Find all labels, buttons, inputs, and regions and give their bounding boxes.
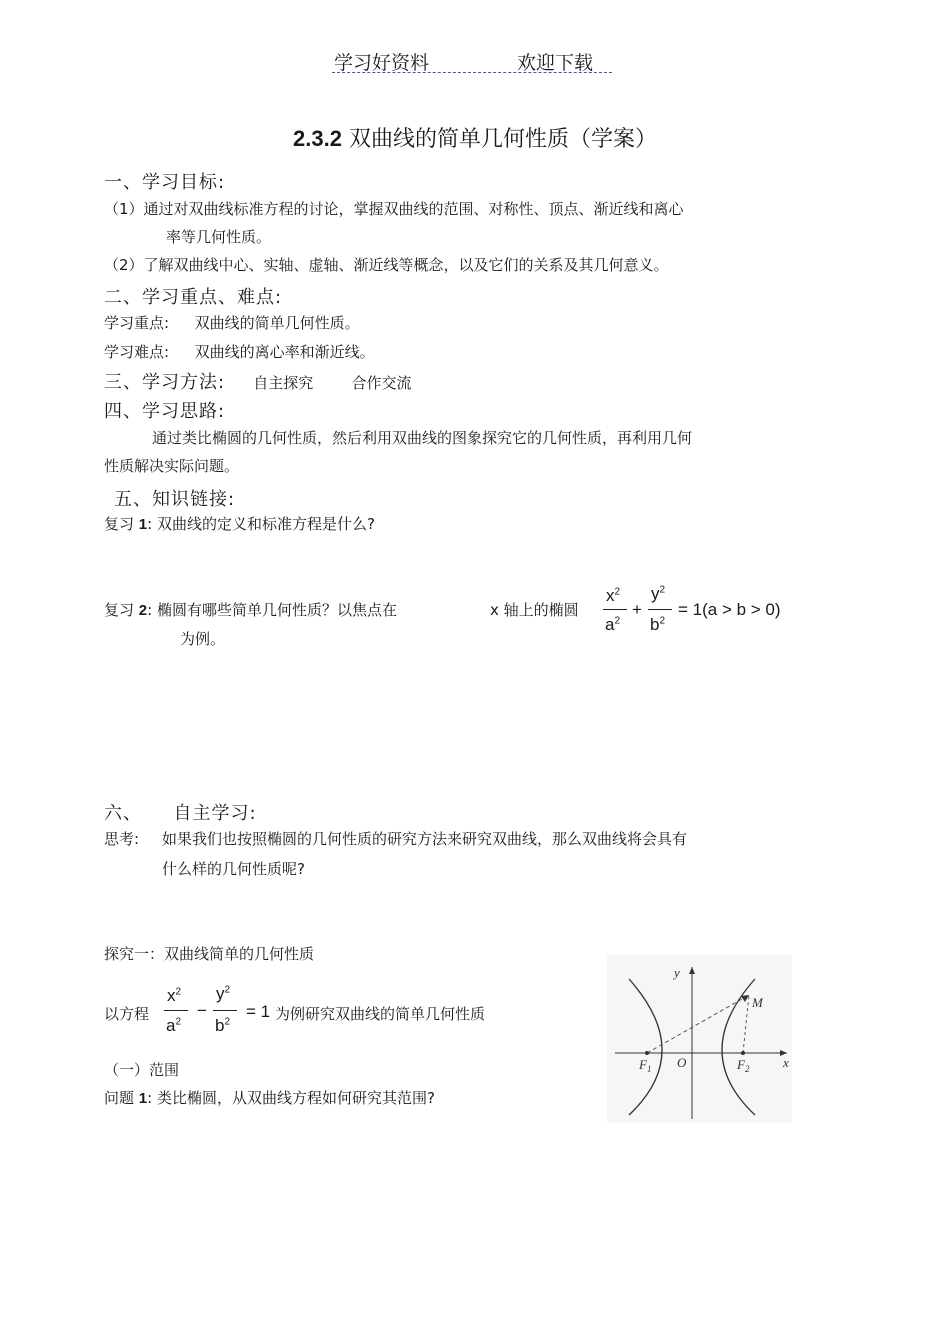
section-knowledge-heading: 五、知识链接:: [114, 489, 236, 510]
method-1: 自主探究: [253, 374, 314, 392]
subsection-range: （一）范围: [104, 1061, 180, 1079]
fig-f1-label: $F_1$: [639, 1057, 652, 1074]
objective-2: （2）了解双曲线中心、实轴、虚轴、渐近线等概念，以及它们的关系及其几何意义。: [104, 256, 669, 274]
review-1-label: 复习: [104, 515, 135, 533]
difficulty-label: 学习难点:: [104, 343, 170, 361]
fig-origin-label: O: [677, 1055, 687, 1070]
eq2-minus: −: [197, 1001, 207, 1020]
section-focus-heading: 二、学习重点、难点:: [104, 287, 283, 308]
section-approach-heading: 四、学习思路:: [104, 401, 226, 422]
header-underline: [332, 72, 612, 73]
eq1-x: $x^2$: [606, 586, 621, 605]
approach-line-2: 性质解决实际问题。: [104, 457, 240, 475]
self-study-title: 自主学习:: [173, 803, 257, 824]
eq1-y: $y^2$: [651, 584, 666, 603]
review-2-axis: x 轴上的椭圆: [490, 601, 579, 619]
method-2: 合作交流: [351, 374, 412, 392]
focus-2-point: [741, 1051, 745, 1055]
focus-label: 学习重点:: [104, 314, 170, 332]
eq2-fraction-bar-2: [213, 1010, 237, 1011]
focus-line: [104, 312, 360, 333]
difficulty-text: 双曲线的离心率和渐近线。: [194, 343, 375, 361]
header-right: 欢迎下载: [517, 52, 594, 74]
figure-background: [607, 955, 792, 1123]
review-2: [104, 599, 397, 620]
fig-f2-label: $F_2$: [737, 1057, 750, 1074]
focus-1-point: [645, 1051, 649, 1055]
objective-1-line-1: （1）通过对双曲线标准方程的讨论，掌握双曲线的范围、对称性、顶点、渐近线和离心: [104, 200, 684, 218]
page-header: [334, 48, 593, 75]
eq2-a: $a^2$: [166, 1016, 182, 1035]
eq1-fraction-bar-1: [603, 609, 627, 610]
method-line: [104, 368, 411, 394]
fig-m-label: M: [752, 995, 763, 1010]
section-self-study-heading: [104, 799, 257, 825]
hyperbola-figure: [607, 955, 792, 1123]
review-2-continuation: 为例。: [180, 630, 226, 648]
think-label: 思考:: [104, 830, 140, 848]
review-1: [104, 513, 375, 534]
question-1-number: 1: [138, 1090, 148, 1107]
difficulty-line: [104, 341, 375, 362]
objective-1-line-2: 率等几何性质。: [166, 228, 272, 246]
eq2-one: = 1: [246, 1002, 271, 1021]
title-number: 2.3.2: [293, 126, 342, 151]
eq2-suffix: 为例研究双曲线的简单几何性质: [275, 1005, 486, 1023]
eq1-rest: = 1(a > b > 0): [678, 600, 781, 619]
section-objectives-heading: 一、学习目标:: [104, 172, 226, 193]
title-text: 双曲线的简单几何性质（学案）: [348, 127, 657, 152]
review-1-text: : 双曲线的定义和标准方程是什么?: [147, 515, 375, 533]
header-left: 学习好资料: [334, 52, 430, 74]
eq1-plus: +: [632, 600, 642, 619]
think-line-2: 什么样的几何性质呢?: [162, 860, 305, 878]
fig-y-label: y: [674, 965, 680, 980]
question-1: [104, 1087, 435, 1108]
eq2-y: $y^2$: [216, 984, 231, 1003]
review-1-number: 1: [138, 516, 148, 533]
explore-1: 探究一：双曲线简单的几何性质: [104, 945, 315, 963]
eq1-b: $b^2$: [650, 615, 666, 634]
question-1-label: 问题: [104, 1089, 135, 1107]
review-2-text: : 椭圆有哪些简单几何性质？以焦点在: [147, 601, 397, 619]
focus-text: 双曲线的简单几何性质。: [194, 314, 360, 332]
fig-x-label: x: [783, 1055, 789, 1070]
approach-line-1: 通过类比椭圆的几何性质，然后利用双曲线的图象探究它的几何性质，再利用几何: [152, 429, 693, 447]
question-1-text: : 类比椭圆，从双曲线方程如何研究其范围?: [147, 1089, 435, 1107]
eq1-fraction-bar-2: [648, 609, 672, 610]
review-2-number: 2: [138, 602, 148, 619]
page-title: [0, 122, 950, 153]
eq2-fraction-bar-1: [164, 1010, 188, 1011]
eq1-a: $a^2$: [605, 615, 621, 634]
think-line-1: 如果我们也按照椭圆的几何性质的研究方法来研究双曲线，那么双曲线将会具有: [162, 830, 688, 848]
section-method-heading: 三、学习方法:: [104, 372, 226, 393]
eq2-x: $x^2$: [167, 986, 182, 1005]
eq2-b: $b^2$: [215, 1016, 231, 1035]
review-2-label: 复习: [104, 601, 135, 619]
self-study-number: 六、: [104, 803, 142, 824]
eq2-prefix: 以方程: [104, 1005, 150, 1023]
